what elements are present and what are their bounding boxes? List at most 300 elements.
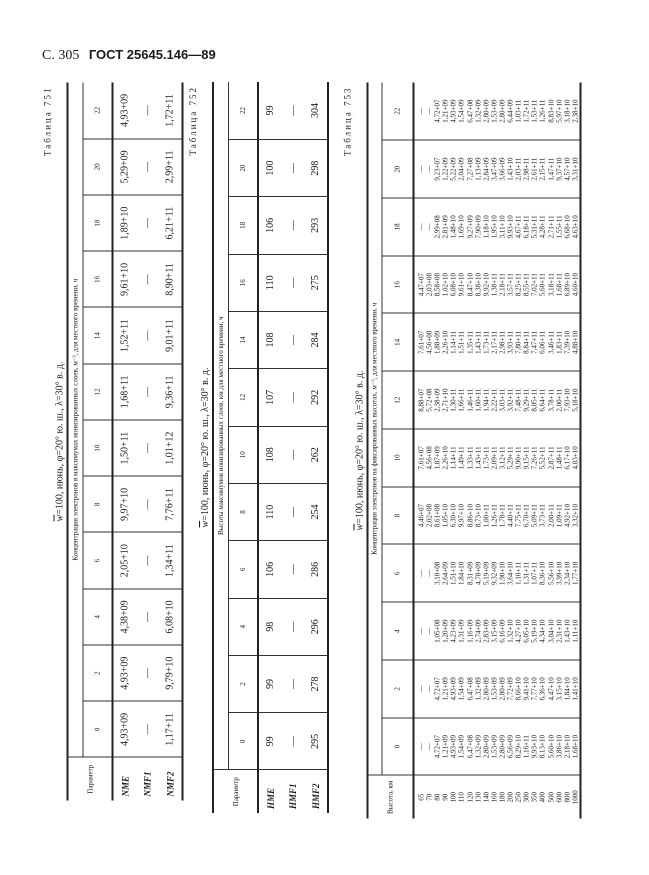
table-cell: 4,93+09 [112,82,136,138]
table-cell: 2,34+10 [562,561,571,585]
table-cell: 7,47+11 [530,330,539,354]
table-caption: Таблица 752 [188,86,198,156]
table-cell: 3,64+10 [506,561,515,585]
table-cell: 3,31+10 [570,157,579,181]
standard-number: ГОСТ 25645.146—89 [88,47,216,62]
table-row [158,82,182,800]
table-cell: 2,81+09 [441,214,450,238]
table-cell: 2,00+11 [546,503,555,527]
table-cell: — [282,139,304,196]
table-cell: 1,32+09 [473,734,482,758]
table-cell: 2,02+08 [425,503,434,527]
hour-header: 20 [381,140,413,198]
row-parameter: NME [112,757,136,800]
table-cell: 6,70+11 [522,503,531,527]
hour-header: 4 [228,598,258,655]
table-cell: 292 [304,369,328,426]
table-cell: 108 [258,311,282,368]
table-cell: 4,47+07 [417,272,425,296]
table-cell: 5,22+09 [449,157,458,181]
table-753-block [342,82,581,818]
table-cell: 5,31+11 [530,214,539,238]
table-752-block [188,82,329,813]
height-value: 130 [473,791,482,802]
table-cell: 6,56+09 [506,734,515,758]
table-cell: 4,23+09 [449,619,458,643]
table-cell: 3,57+11 [506,272,515,296]
table-cell: 7,72+09 [506,676,515,700]
hour-header: 10 [228,426,258,483]
table-cell: 1,66+11 [457,388,466,412]
table-cell: 1,13+09 [473,157,482,181]
table-cell: — [417,222,425,230]
table-cell: 3,18+10 [562,99,571,123]
table-cell: 1,43+11 [473,330,482,354]
table-cell: 1,43+10 [506,157,515,181]
table-cell: 5,60+10 [546,734,555,758]
hour-header: 6 [82,532,112,588]
table-752 [212,82,329,813]
table-cell: 293 [304,197,328,254]
table-cell: 1,21+09 [441,676,450,700]
table-cell: 9,36+11 [158,363,182,419]
spanning-header: Концентрация электронов в максимумах ионизированных слоев, м⁻³, для местного времени, ч [67,82,82,757]
hour-header: 8 [381,486,413,544]
table-cell: 2,22+11 [489,388,498,412]
table-row [282,82,304,813]
table-cell: 100 [258,139,282,196]
value-column [413,82,580,140]
table-cell: 2,26+10 [441,445,450,469]
table-title [199,82,212,813]
page-header [42,47,216,64]
table-cell: 4,67+11 [514,214,523,238]
table-cell: 7,48+11 [514,388,523,412]
table-cell: 4,56+08 [425,330,434,354]
row-parameter: HMF2 [304,770,328,813]
table-cell: 1,26+11 [538,99,547,123]
table-cell: — [425,165,434,173]
table-cell: 99 [258,655,282,712]
table-row [258,82,282,813]
hour-header: 8 [82,476,112,532]
spanning-header: Концентрация электронов на фиксированных высотах, м⁻³, для местного времени, ч [367,82,381,775]
table-cell: 6,08+10 [449,272,458,296]
height-value: 70 [425,793,434,801]
value-column [413,602,580,660]
table-cell: 295 [304,713,328,770]
table-cell: — [282,311,304,368]
table-cell: 2,38+10 [570,99,579,123]
table-cell: 4,92+10 [562,503,571,527]
table-cell: 1,21+09 [441,734,450,758]
table-cell: 7,77+10 [530,676,539,700]
table-caption: Таблица 751 [42,86,52,156]
table-cell: 1,83+11 [554,330,563,354]
hour-header: 18 [381,198,413,256]
title-text: =100, июнь, φ=20° ю. ш., λ=30° в. д. [54,361,65,515]
table-cell: 1,43+11 [473,445,482,469]
table-cell: 7,75+11 [514,503,523,527]
table-cell: 3,86+10 [554,734,563,758]
table-cell: 1,22+09 [441,157,450,181]
table-cell: — [136,476,158,532]
table-cell: 2,80+09 [497,734,506,758]
table-cell: — [417,569,425,577]
height-value: 110 [457,791,466,802]
value-column [413,660,580,718]
table-cell: — [282,197,304,254]
table-cell: 110 [258,254,282,311]
title-text: =100, июнь, φ=20° ю. ш., λ=30° в. д. [354,370,365,524]
value-column [413,544,580,602]
table-cell: 8,29+10 [514,734,523,758]
height-value: 100 [449,791,458,802]
row-parameter: HMF1 [282,770,304,813]
table-cell: 6,18+11 [522,214,531,238]
table-cell: 1,50+11 [112,420,136,476]
table-cell: 1,84+10 [562,676,571,700]
height-value: 140 [481,791,490,802]
table-cell: 3,99+10 [554,561,563,585]
height-value: 300 [522,791,531,802]
table-cell: 4,28+11 [538,214,547,238]
table-cell: 8,36+10 [538,561,547,585]
table-cell: — [425,742,434,750]
table-751-block [42,82,183,800]
table-cell: 4,47+10 [546,676,555,700]
table-cell: 2,74+09 [473,619,482,643]
table-cell: — [425,569,434,577]
table-cell: 107 [258,369,282,426]
table-cell: 9,97+10 [112,476,136,532]
table-cell: 6,05+10 [522,619,531,643]
table-cell: — [282,713,304,770]
table-cell: 2,83+09 [481,619,490,643]
table-cell: 1,90+10 [497,561,506,585]
table-cell: 7,27+08 [465,157,474,181]
table-cell: 1,16+09 [465,619,474,643]
table-cell: 6,30+10 [449,503,458,527]
table-cell: 9,61+10 [112,251,136,307]
height-value: 600 [554,791,563,802]
spanning-header: Высоты максимумов ионизированных слоев, км для местного времени, ч [213,82,228,770]
table-cell: 304 [304,82,328,139]
height-value: 120 [465,791,474,802]
hour-header: 4 [82,588,112,644]
table-cell: 7,90+09 [473,214,482,238]
table-cell: 8,84+11 [522,330,531,354]
table-cell: 1,53+11 [530,99,539,123]
table-cell: — [282,598,304,655]
table-row [413,82,580,818]
table-cell: 8,13+10 [538,734,547,758]
table-cell: 5,09+11 [530,503,539,527]
hour-header: 12 [82,363,112,419]
hour-header: 16 [82,251,112,307]
param-header: Параметр [213,770,258,813]
table-cell: 7,39+10 [562,330,571,354]
value-column [413,198,580,256]
table-cell: 1,54+09 [457,676,466,700]
table-cell: 7,93+10 [562,388,571,412]
table-cell: 3,15+10 [554,676,563,700]
table-cell: 3,93+11 [506,330,515,354]
value-column [413,313,580,371]
table-cell: 3,32+10 [570,503,579,527]
row-parameter: NMF1 [136,757,158,800]
table-cell: 1,60+11 [473,388,482,412]
table-cell: 8,66+10 [514,676,523,700]
table-cell: 1,30+11 [449,388,458,412]
table-cell: 1,47+11 [546,157,555,181]
value-column [413,717,580,775]
hour-header: 22 [82,82,112,138]
table-cell: 9,23+07 [433,157,442,181]
hour-header: 18 [82,195,112,251]
table-cell: — [417,107,425,115]
table-cell: 3,47+09 [489,157,498,181]
height-value: 250 [514,791,523,802]
table-cell: 6,36+10 [538,676,547,700]
table-cell: 8,61+08 [433,503,442,527]
table-cell: — [425,684,434,692]
table-cell: 4,72+07 [433,734,442,758]
table-cell: 1,41+10 [570,676,579,700]
table-cell: 1,55+11 [554,214,563,238]
hour-header: 2 [82,645,112,701]
table-cell: 296 [304,598,328,655]
hour-header: 14 [228,311,258,368]
table-cell: — [136,307,158,363]
table-cell: — [136,82,158,138]
table-cell: 5,18+10 [570,388,579,412]
table-cell: — [282,369,304,426]
row-parameter: NMF2 [158,757,182,800]
table-cell: 1,54+09 [457,99,466,123]
height-value: 160 [489,791,498,802]
value-column [413,140,580,198]
table-cell: — [136,420,158,476]
param-header: Высота, км [367,775,413,818]
table-cell: 278 [304,655,328,712]
table-cell: 1,53+09 [489,676,498,700]
table-cell: 7,02+11 [530,272,539,296]
table-cell: — [282,82,304,139]
table-cell: 2,64+09 [441,561,450,585]
table-cell: 1,48+11 [554,445,563,469]
hour-header: 10 [381,429,413,487]
value-column [413,486,580,544]
hour-header: 16 [228,254,258,311]
table-cell: 8,55+11 [522,272,531,296]
table-cell: 2,26+10 [441,330,450,354]
table-cell: 9,92+10 [481,272,490,296]
table-cell: 1,17+11 [158,701,182,757]
hour-header: 12 [228,369,258,426]
table-cell: 1,53+09 [489,734,498,758]
table-cell: 1,87+09 [433,445,442,469]
table-cell: 8,25+11 [514,272,523,296]
table-cell: 2,80+09 [497,676,506,700]
table-cell: 2,61+11 [530,157,539,181]
table-cell: 1,31+11 [522,561,531,585]
table-cell: 2,98+11 [522,157,531,181]
table-cell: 1,14+11 [449,330,458,354]
table-cell: 1,43+10 [562,619,571,643]
table-row [136,82,158,800]
table-cell: 1,03+11 [514,99,523,123]
table-cell: 1,02+10 [441,272,450,296]
table-cell: — [282,655,304,712]
table-cell: 2,87+11 [546,445,555,469]
table-cell: — [417,165,425,173]
table-cell: 9,90+11 [514,445,523,469]
table-cell: 5,56+10 [546,561,555,585]
height-value: 65 [417,793,425,801]
hour-header: 8 [228,483,258,540]
table-cell: 9,15+11 [522,445,531,469]
hour-header: 16 [381,255,413,313]
table-cell: 1,38+11 [489,272,498,296]
table-cell: — [136,645,158,701]
table-cell: 1,54+09 [457,734,466,758]
table-cell: 6,47+08 [465,676,474,700]
table-cell: 2,17+11 [489,330,498,354]
table-cell: 2,84+09 [481,157,490,181]
table-title [353,82,366,818]
table-cell: 1,01+12 [158,420,182,476]
table-cell: — [417,627,425,635]
table-cell: 3,03+11 [497,388,506,412]
hour-header: 4 [381,602,413,660]
table-cell: 1,05+08 [433,619,442,643]
table-cell: 1,94+11 [481,388,490,412]
table-cell: 4,93+09 [449,734,458,758]
table-cell: 286 [304,541,328,598]
table-cell: 6,06+11 [538,330,547,354]
table-cell: 3,11+10 [497,214,506,238]
table-cell: 1,20+09 [441,619,450,643]
table-cell: — [282,541,304,598]
table-cell: 5,72+08 [425,388,434,412]
table-cell: 1,18+10 [481,214,490,238]
table-cell: 106 [258,541,282,598]
table-cell: 8,38+10 [473,272,482,296]
hour-header: 0 [381,717,413,775]
table-cell: — [136,363,158,419]
table-cell: 3,12+11 [497,445,506,469]
table-cell: 1,10+11 [514,561,523,585]
height-value: 400 [538,791,547,802]
table-cell: 99 [258,713,282,770]
table-row [304,82,328,813]
table-cell: 5,97+10 [554,99,563,123]
hour-header: 10 [82,420,112,476]
table-cell: 1,32+09 [473,99,482,123]
table-cell: 2,09+11 [489,445,498,469]
table-cell: 4,93+09 [449,99,458,123]
table-cell: 2,38+09 [433,388,442,412]
table-cell: 3,46+11 [546,330,555,354]
table-cell: 6,17+10 [562,445,571,469]
table-cell: 1,51+10 [449,561,458,585]
table-cell: — [136,138,158,194]
table-cell: 4,88+10 [570,330,579,354]
table-cell: 6,21+11 [158,195,182,251]
table-cell: 4,72+07 [433,676,442,700]
table-cell: 6,08+10 [158,588,182,644]
hour-header: 22 [228,82,258,139]
table-cell: 6,16+09 [497,619,506,643]
table-cell: 298 [304,139,328,196]
table-cell: 2,99+11 [158,138,182,194]
table-cell: 5,52+11 [538,445,547,469]
height-value: 80 [433,793,442,801]
table-cell: 1,46+11 [465,388,474,412]
table-cell: 1,33+11 [465,445,474,469]
table-cell: 1,14+11 [449,445,458,469]
table-751 [66,82,183,800]
table-cell: 1,32+10 [506,619,515,643]
title-symbol: $\overline{w}$ [354,523,365,530]
table-cell: 8,86+10 [465,503,474,527]
height-value: 350 [530,791,539,802]
table-cell: 1,11+10 [570,619,579,643]
table-cell: 2,15+11 [538,157,547,181]
table-cell: 4,56+08 [425,445,434,469]
table-cell: — [425,222,434,230]
table-cell: 4,46+07 [417,503,425,527]
table-cell: 1,21+09 [441,99,450,123]
table-cell: 99 [258,82,282,139]
table-cell: 1,73+11 [481,445,490,469]
table-cell: 1,84+10 [457,561,466,585]
table-cell: 1,49+11 [457,445,466,469]
table-cell: 2,98+11 [497,330,506,354]
hour-header: 12 [381,371,413,429]
table-cell: — [282,254,304,311]
table-cell: 108 [258,426,282,483]
table-cell: 2,80+09 [497,99,506,123]
table-cell: 7,61+07 [417,330,425,354]
height-value: 200 [506,791,515,802]
table-cell: — [417,742,425,750]
height-value: 1000 [570,789,579,804]
hour-header: 14 [381,313,413,371]
table-cell: 262 [304,426,328,483]
hour-header: 6 [381,544,413,602]
table-cell: 2,80+09 [481,99,490,123]
table-cell: — [136,588,158,644]
table-cell: 5,19+09 [481,561,490,585]
table-cell: 1,35+11 [465,330,474,354]
table-cell: 9,93+10 [506,214,515,238]
table-cell: 8,83+10 [546,99,555,123]
table-cell: — [136,195,158,251]
table-cell: 254 [304,483,328,540]
table-cell: 8,73+10 [473,503,482,527]
height-value: 180 [497,791,506,802]
table-cell: 8,90+11 [158,251,182,307]
table-cell: — [136,532,158,588]
table-cell: 7,76+11 [158,476,182,532]
hour-header: 6 [228,541,258,598]
table-cell: 1,51+11 [457,330,466,354]
table-cell: 1,07+11 [530,561,539,585]
table-cell: 2,18+10 [562,734,571,758]
table-cell: 5,29+09 [112,138,136,194]
